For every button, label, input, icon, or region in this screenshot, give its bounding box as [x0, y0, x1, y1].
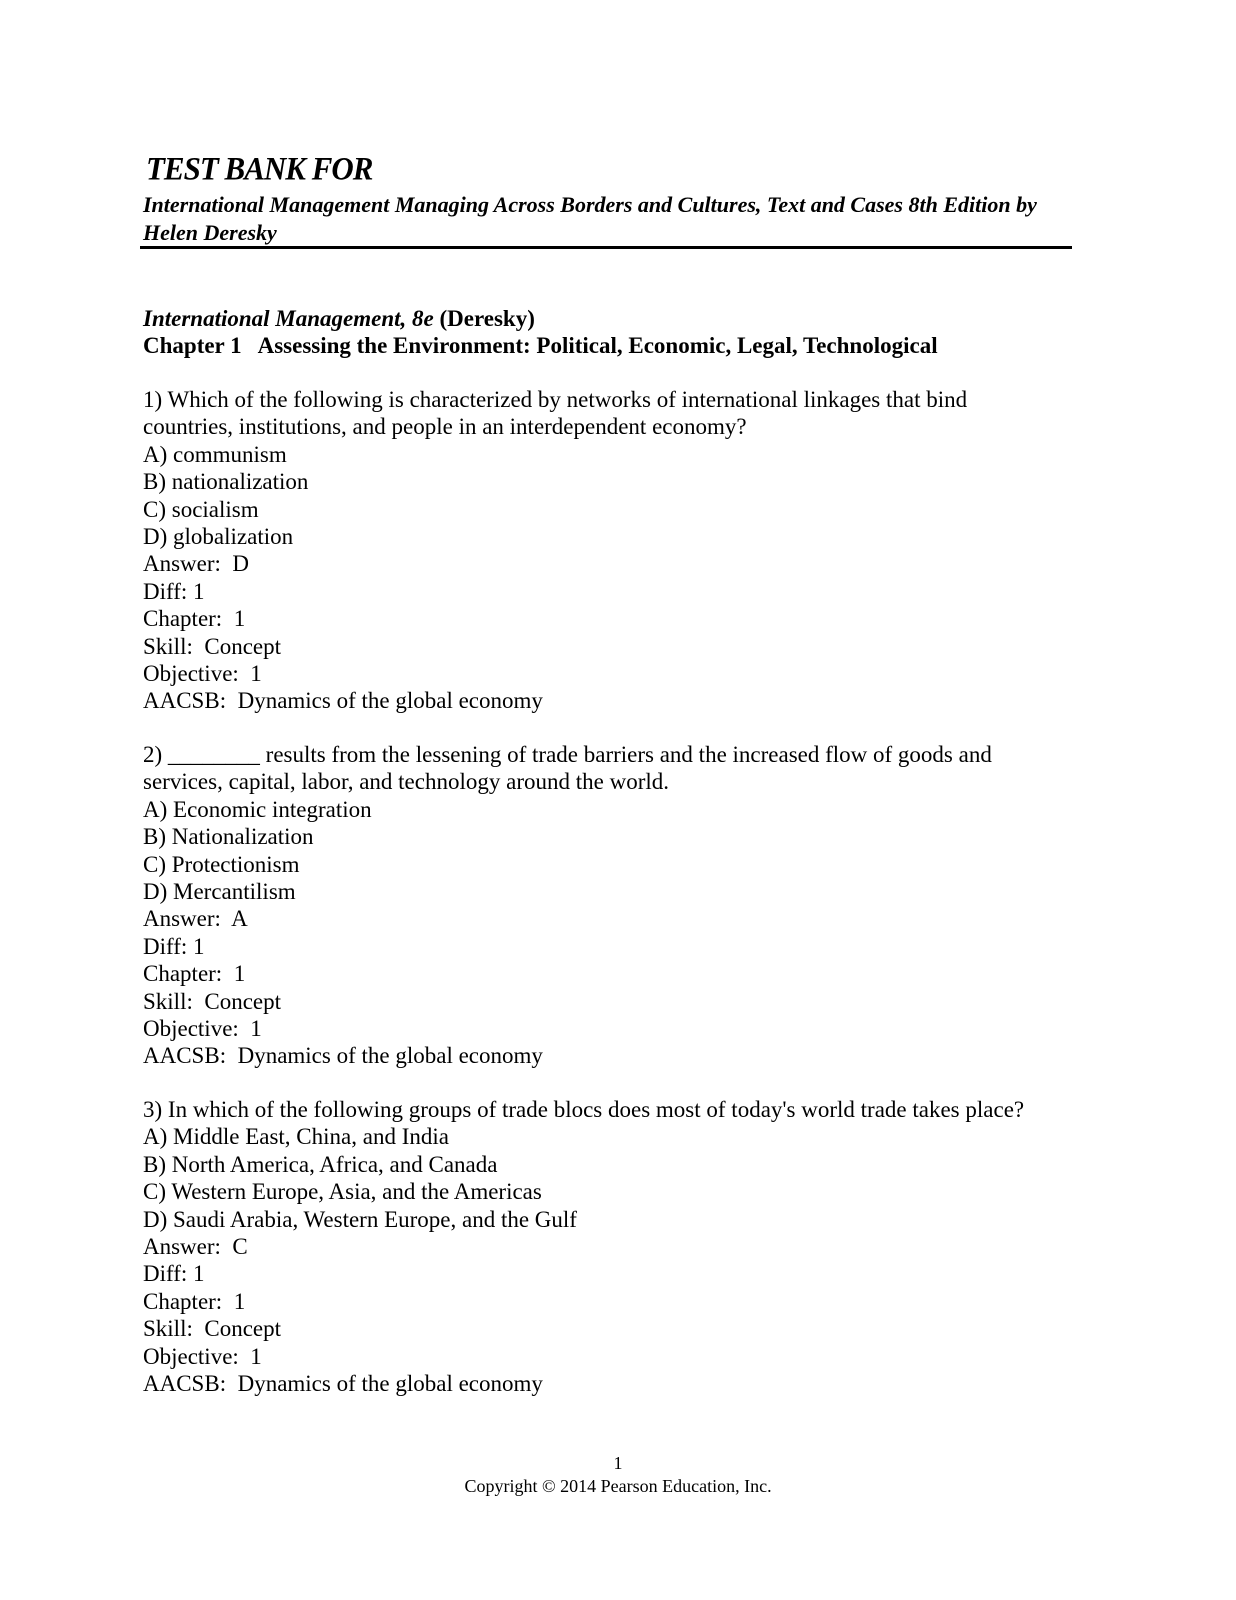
page-number: 1 — [613, 1453, 623, 1473]
answer-key: Answer: A — [143, 906, 248, 932]
aacsb: AACSB: Dynamics of the global economy — [143, 1371, 543, 1397]
objective: Objective: 1 — [143, 1343, 262, 1369]
copyright-notice: Copyright © 2014 Pearson Education, Inc. — [464, 1476, 772, 1496]
answer-key: Answer: D — [143, 551, 250, 577]
aacsb: AACSB: Dynamics of the global economy — [143, 688, 543, 714]
skill: Skill: Concept — [143, 1316, 281, 1342]
test-bank-banner: TEST BANK FOR — [146, 150, 373, 187]
aacsb: AACSB: Dynamics of the global economy — [143, 1043, 543, 1069]
chapter-ref: Chapter: 1 — [143, 606, 246, 632]
question-2 — [143, 741, 1073, 1070]
question-stem-line: services, capital, labor, and technology around the world. — [143, 769, 669, 795]
answer-option: A) communism — [143, 441, 287, 467]
question-stem-line: 3) In which of the following groups of trade blocs does most of today's world trade takes place? — [143, 1097, 1025, 1122]
objective: Objective: 1 — [143, 661, 262, 687]
question-stem-line: countries, institutions, and people in an interdependent economy? — [143, 414, 747, 440]
source-heading — [143, 305, 535, 333]
book-title: International Management Managing Across Borders and Cultures, Text and Cases 8th Edition by Helen Deresky — [143, 192, 1037, 245]
answer-option: A) Economic integration — [143, 796, 372, 822]
question-stem-line: 1) Which of the following is characterized by networks of international linkages that bind — [143, 387, 968, 412]
skill: Skill: Concept — [143, 633, 281, 659]
answer-option: C) Western Europe, Asia, and the Americas — [143, 1179, 542, 1205]
header-divider — [140, 246, 1072, 249]
difficulty: Diff: 1 — [143, 1261, 205, 1287]
source-title: International Management, 8e — [143, 306, 434, 331]
answer-key: Answer: C — [143, 1234, 248, 1260]
answer-option: D) Saudi Arabia, Western Europe, and the Gulf — [143, 1206, 577, 1232]
answer-option: A) Middle East, China, and India — [143, 1124, 449, 1150]
answer-option: D) Mercantilism — [143, 879, 296, 905]
chapter-heading — [143, 332, 938, 360]
answer-option: B) North America, Africa, and Canada — [143, 1151, 498, 1177]
answer-option: C) socialism — [143, 496, 259, 522]
answer-option: D) globalization — [143, 524, 294, 550]
answer-option: C) Protectionism — [143, 851, 300, 877]
difficulty: Diff: 1 — [143, 933, 205, 959]
source-author: (Deresky) — [433, 306, 535, 331]
answer-option: B) nationalization — [143, 469, 309, 495]
skill: Skill: Concept — [143, 988, 281, 1014]
difficulty: Diff: 1 — [143, 578, 205, 604]
objective: Objective: 1 — [143, 1016, 262, 1042]
answer-option: B) Nationalization — [143, 824, 314, 850]
question-3 — [143, 1096, 1073, 1397]
question-1 — [143, 386, 1073, 715]
question-stem-line: 2) ________ results from the lessening of trade barriers and the increased flow of goods and — [143, 742, 992, 767]
chapter-ref: Chapter: 1 — [143, 1288, 246, 1314]
chapter-title: Assessing the Environment: Political, Economic, Legal, Technological — [257, 333, 938, 358]
chapter-label: Chapter 1 — [143, 333, 242, 358]
chapter-ref: Chapter: 1 — [143, 961, 246, 987]
